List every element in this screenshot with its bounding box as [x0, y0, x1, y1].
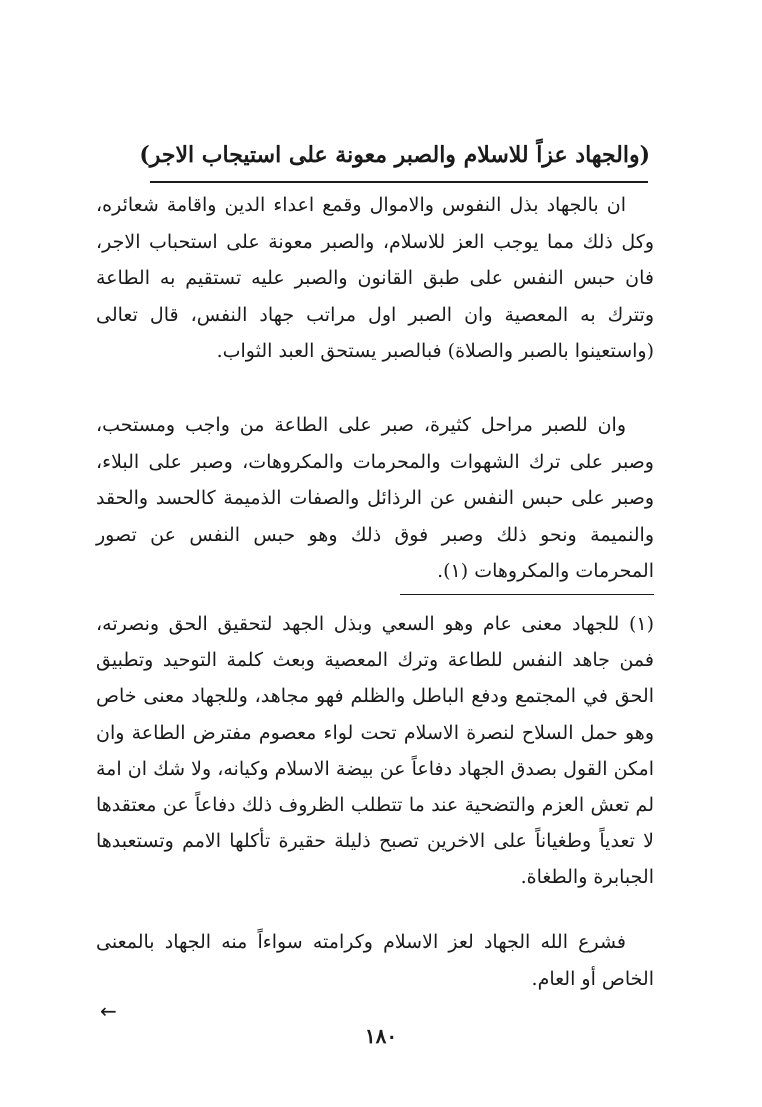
page-number: ١٨٠ [364, 1024, 398, 1048]
left-arrow-icon: ← [100, 999, 117, 1023]
footnote-separator [400, 594, 654, 595]
footnote [96, 606, 654, 896]
paragraph-text: وان للصبر مراحل كثيرة، صبر على الطاعة من واجب ومستحب، وصبر على ترك الشهوات والمحرمات والمكروهات، وصبر على البلاء، وصبر على حبس النفس عن الرذائل والصفات الذميمة كالحسد والحقد والنميمة ونحو ذلك وصبر فوق ذلك وهو حبس النفس عن تصور المحرمات والمكروهات (١). [96, 414, 654, 582]
heading-underline [150, 181, 648, 183]
section-heading: (والجهاد عزاً للاسلام والصبر معونة على استيجاب الاجر) [139, 142, 650, 168]
paragraph-text: فشرع الله الجهاد لعز الاسلام وكرامته سواءاً منه الجهاد بالمعنى الخاص أو العام. [96, 931, 654, 990]
paragraph-jihad-patience [96, 187, 654, 370]
paragraph-stages-of-patience [96, 407, 654, 590]
section-heading-container [139, 138, 650, 172]
paragraph-text: ان بالجهاد بذل النفوس والاموال وقمع اعداء الدين واقامة شعائره، وكل ذلك مما يوجب العز للاسلام، والصبر معونة على استحباب الاجر، فان حبس النفس على طبق القانون والصبر عليه تستقيم به الطاعة وتترك به المعصية وان الصبر اول مراتب جهاد النفس، قال تعالى (واستعينوا بالصبر والصلاة) فبالصبر يستحق العبد الثواب. [96, 194, 654, 362]
paragraph-conclusion [96, 924, 654, 997]
footnote-text: (١) للجهاد معنى عام وهو السعي وبذل الجهد لتحقيق الحق ونصرته، فمن جاهد النفس للطاعة وترك المعصية وبعث كلمة التوحيد وتطبيق الحق في المجتمع ودفع الباطل والظلم فهو مجاهد، وللجهاد معنى خاص وهو حمل السلاح لنصرة الاسلام تحت لواء معصوم مفترض الطاعة وان امكن القول بصدق الجهاد دفاعاً عن بيضة الاسلام وكيانه، ولا شك ان امة لم تعش العزم والتضحية عند ما تتطلب الظروف ذلك دفاعاً عن معتقدها لا تعدياً وطغياناً على الاخرين تصبح ذليلة حقيرة تأكلها الامم وتستعبدها الجبابرة والطغاة. [96, 613, 654, 889]
